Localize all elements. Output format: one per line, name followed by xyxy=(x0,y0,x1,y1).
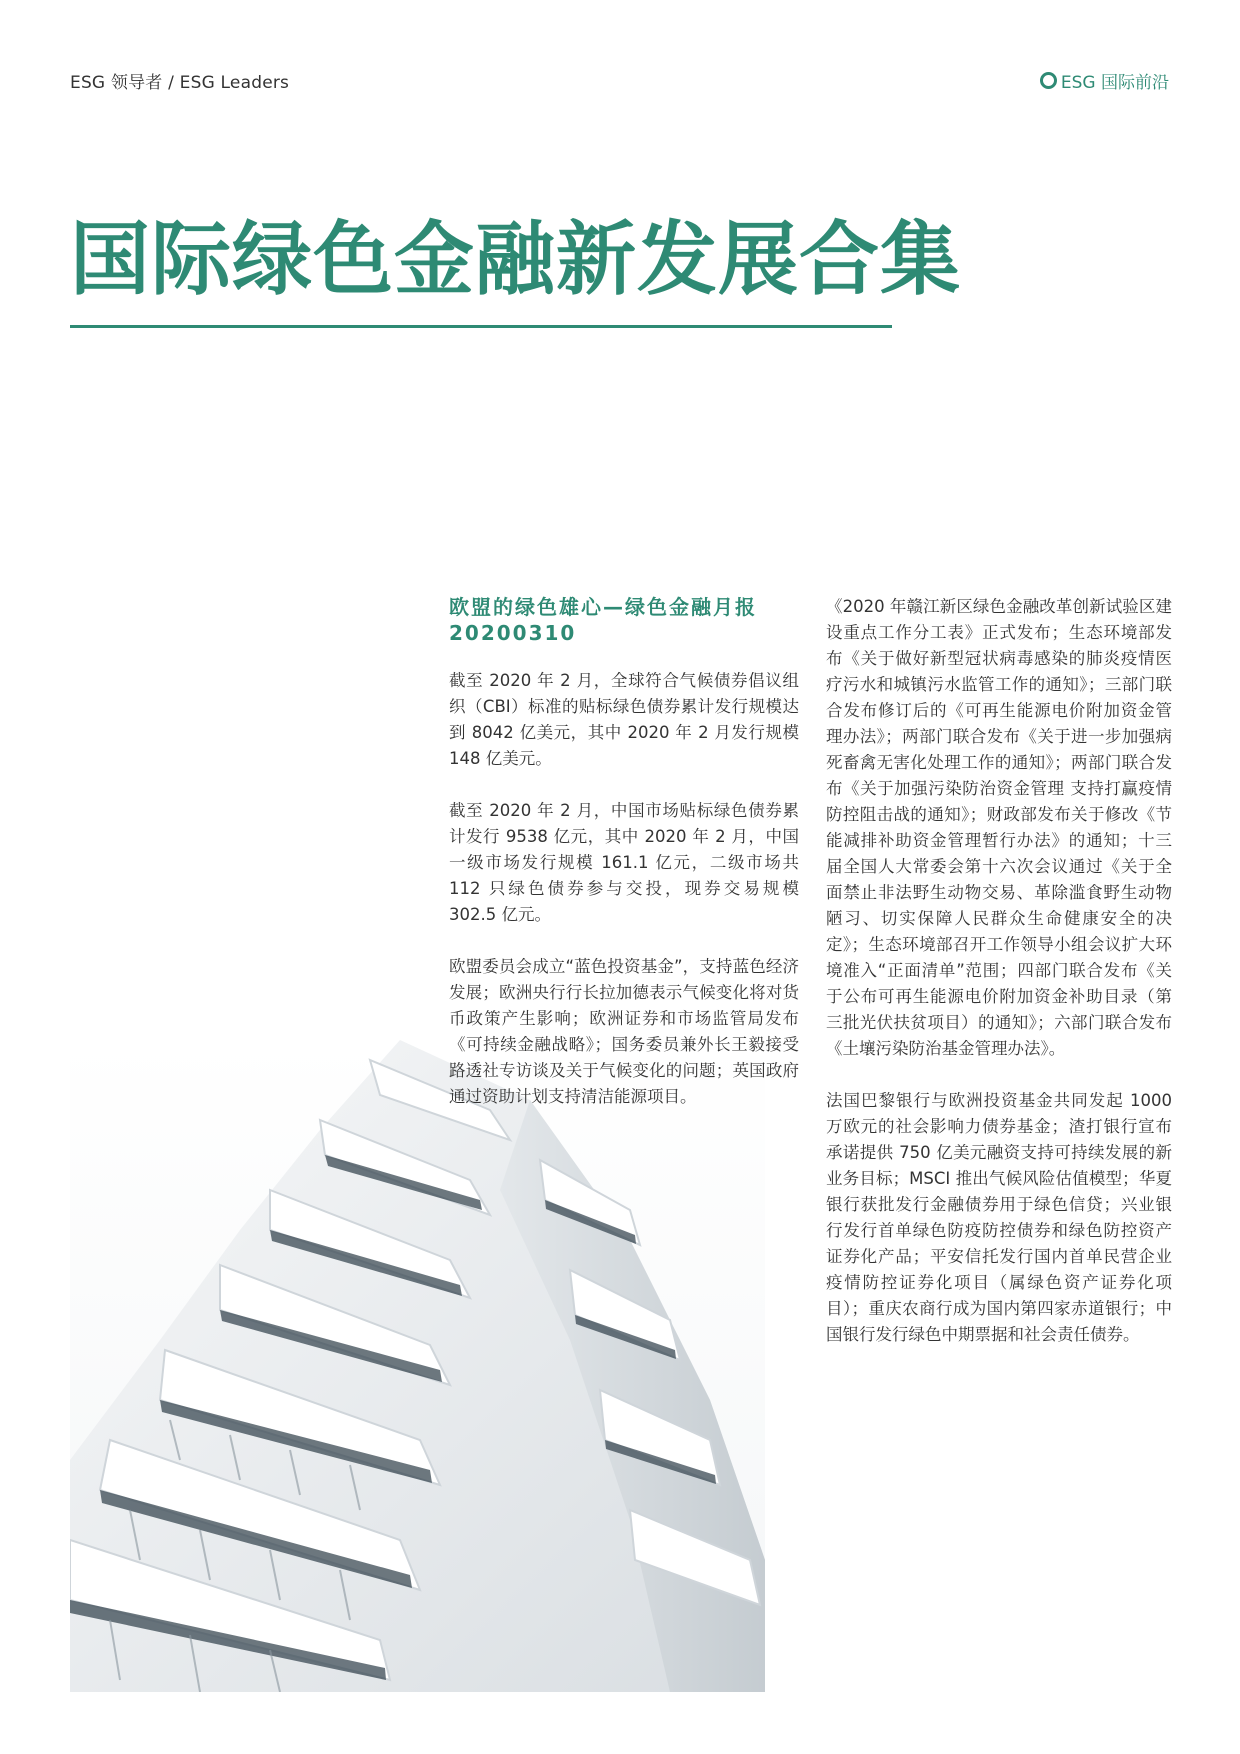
title-underline xyxy=(70,325,892,328)
article-column-right xyxy=(826,594,1172,1374)
section-heading xyxy=(449,594,799,646)
section-heading-line2: 20200310 xyxy=(449,621,577,645)
section-tag xyxy=(1040,68,1169,93)
running-header: ESG 领导者 / ESG Leaders xyxy=(70,73,290,93)
paragraph: 法国巴黎银行与欧洲投资基金共同发起 1000 万欧元的社会影响力债券基金；渣打银行宣布承诺提供 750 亿美元融资支持可持续发展的新业务目标；MSCI 推出气候风险估值模型；华夏银行获批发行金融债券用于绿色信贷；兴业银行发行首单绿色防疫防控债券和绿色防控资产证券化产品；平安信托发行国内首单民营企业疫情防控证券化项目（属绿色资产证券化项目）；重庆农商行成为国内第四家赤道银行；中国银行发行绿色中期票据和社会责任债券。 xyxy=(826,1091,1172,1344)
article-column-left xyxy=(449,594,799,1136)
paragraph: 《2020 年赣江新区绿色金融改革创新试验区建设重点工作分工表》正式发布；生态环境部发布《关于做好新型冠状病毒感染的肺炎疫情医疗污水和城镇污水监管工作的通知》；三部门联合发布修订后的《可再生能源电价附加资金管理办法》；两部门联合发布《关于进一步加强病死畜禽无害化处理工作的通知》；两部门联合发布《关于加强污染防治资金管理 支持打赢疫情防控阻击战的通知》；财政部发布关于修改《节能减排补助资金管理暂行办法》的通知；十三届全国人大常委会第十六次会议通过《关于全面禁止非法野生动物交易、革除滥食野生动物陋习、切实保障人民群众生命健康安全的决定》；生态环境部召开工作领导小组会议扩大环境准入“正面清单”范围；四部门联合发布《关于公布可再生能源电价附加资金补助目录（第三批光伏扶贫项目）的通知》；六部门联合发布《土壤污染防治基金管理办法》。 xyxy=(826,597,1172,1058)
section-heading-line1: 欧盟的绿色雄心—绿色金融月报 xyxy=(449,595,757,619)
section-tag-label: ESG 国际前沿 xyxy=(1060,73,1169,93)
page-title: 国际绿色金融新发展合集 xyxy=(70,213,961,306)
building-photo xyxy=(70,1040,765,1692)
paragraph: 欧盟委员会成立“蓝色投资基金”，支持蓝色经济发展；欧洲央行行长拉加德表示气候变化将对货币政策产生影响；欧洲证券和市场监管局发布《可持续金融战略》；国务委员兼外长王毅接受路透社专访谈及关于气候变化的问题；英国政府通过资助计划支持清洁能源项目。 xyxy=(449,957,799,1106)
paragraph: 截至 2020 年 2 月，全球符合气候债券倡议组织（CBI）标准的贴标绿色债券累计发行规模达到 8042 亿美元，其中 2020 年 2 月发行规模 148 亿美元。 xyxy=(449,671,799,768)
paragraph: 截至 2020 年 2 月，中国市场贴标绿色债券累计发行 9538 亿元，其中 2020 年 2 月，中国一级市场发行规模 161.1 亿元，二级市场共 112 只绿色债券参与交投，现券交易规模 302.5 亿元。 xyxy=(449,801,799,924)
ring-icon xyxy=(1040,72,1057,89)
